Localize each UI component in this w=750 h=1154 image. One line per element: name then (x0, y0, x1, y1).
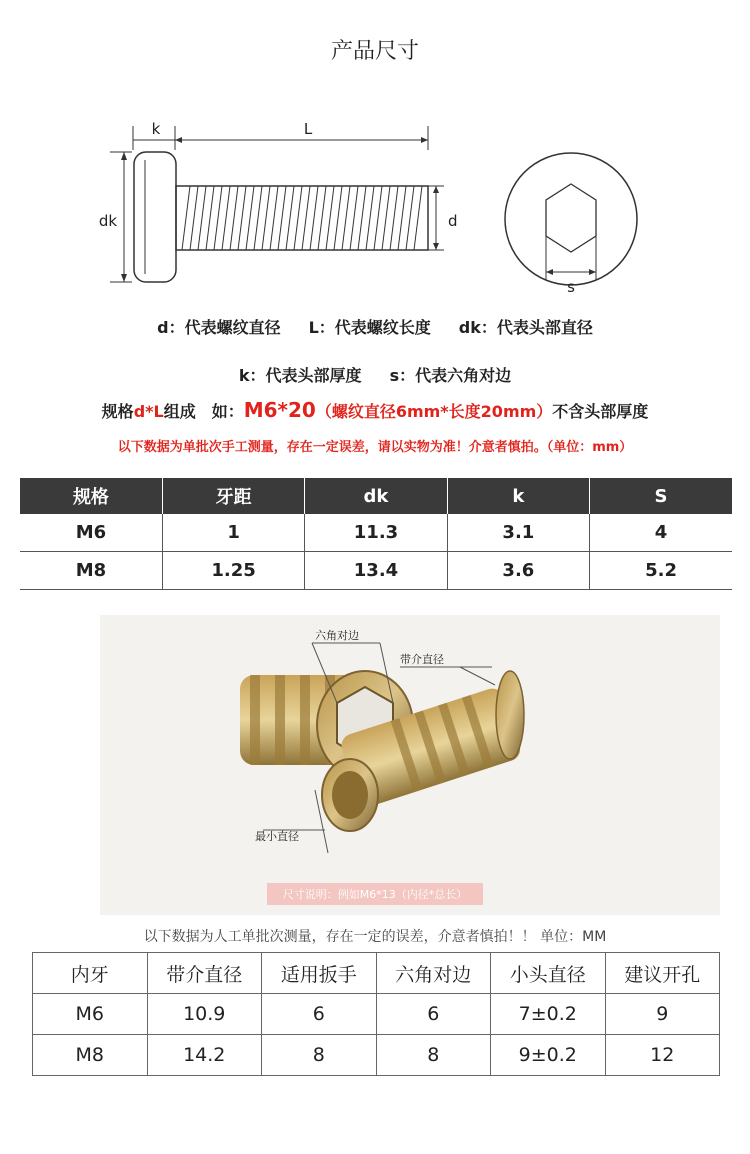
column-header: S (590, 478, 732, 514)
column-header: 牙距 (162, 478, 304, 514)
table-cell: 3.6 (447, 552, 589, 590)
table-cell: 10.9 (147, 994, 262, 1035)
column-header: 小头直径 (491, 953, 606, 994)
table-cell: M6 (33, 994, 148, 1035)
example-formula: d*L (133, 402, 164, 421)
label-s: s (567, 278, 575, 296)
legend-L: L：代表螺纹长度 (308, 318, 431, 337)
spec-example (0, 398, 750, 422)
spec-table (20, 478, 732, 590)
table-header-row (33, 953, 720, 994)
column-header: 建议开孔 (605, 953, 720, 994)
table-row (20, 552, 732, 590)
legend-k: k：代表头部厚度 (238, 366, 362, 385)
table-cell: 11.3 (305, 514, 447, 552)
example-value: M6*20 (243, 398, 316, 422)
label-d: d (448, 212, 458, 230)
column-header: 带介直径 (147, 953, 262, 994)
example-suffix: 不含头部厚度 (552, 402, 649, 421)
caption-text: 尺寸说明：例如M6*13（内径*总长） (267, 883, 484, 905)
label-hex-across-flats: 六角对边 (315, 629, 359, 642)
column-header: dk (305, 478, 447, 514)
table-header-row (20, 478, 732, 514)
example-detail: （螺纹直径6mm*长度20mm） (315, 402, 553, 421)
insert-nut-photo (100, 615, 720, 915)
table-cell: M8 (33, 1035, 148, 1076)
table-cell: 8 (376, 1035, 491, 1076)
table-cell: 9 (605, 994, 720, 1035)
label-flange-diameter: 带介直径 (400, 653, 444, 666)
table-cell: M6 (20, 514, 162, 552)
table-cell: 1.25 (162, 552, 304, 590)
table-cell: 6 (262, 994, 377, 1035)
insert-nut-illustration (100, 615, 720, 875)
table-cell: 1 (162, 514, 304, 552)
table-cell: 7±0.2 (491, 994, 606, 1035)
photo-caption (0, 883, 750, 905)
legend-d: d：代表螺纹直径 (157, 318, 281, 337)
table-cell: 8 (262, 1035, 377, 1076)
table-cell: 4 (590, 514, 732, 552)
table-row (33, 1035, 720, 1076)
label-k: k (151, 120, 161, 138)
table-row (33, 994, 720, 1035)
measurement-notice: 以下数据为单批次手工测量，存在一定误差，请以实物为准！介意者慎拍。（单位：mm） (117, 440, 633, 455)
column-header: 内牙 (33, 953, 148, 994)
table-cell: 9±0.2 (491, 1035, 606, 1076)
example-prefix: 规格 (101, 402, 134, 421)
label-min-diameter: 最小直径 (255, 830, 299, 843)
table-cell: 14.2 (147, 1035, 262, 1076)
legend-line-2 (0, 363, 750, 386)
bolt-dimension-diagram (0, 100, 750, 300)
column-header: 适用扳手 (262, 953, 377, 994)
example-mid: 组成 如： (163, 402, 244, 421)
label-dk: dk (98, 212, 118, 230)
column-header: 规格 (20, 478, 162, 514)
measurement-notice-2: 以下数据为人工单批次测量，存在一定的误差，介意者慎拍！！ 单位：MM (143, 929, 607, 945)
column-header: 六角对边 (376, 953, 491, 994)
column-header: k (447, 478, 589, 514)
insert-table (32, 952, 720, 1076)
legend-dk: dk：代表头部直径 (458, 318, 593, 337)
label-L: L (303, 120, 313, 138)
table-cell: 13.4 (305, 552, 447, 590)
table-cell: M8 (20, 552, 162, 590)
table-cell: 5.2 (590, 552, 732, 590)
page-title: 产品尺寸 (330, 39, 419, 64)
legend-s: s：代表六角对边 (389, 366, 512, 385)
table-row (20, 514, 732, 552)
table-cell: 3.1 (447, 514, 589, 552)
table-cell: 6 (376, 994, 491, 1035)
table-cell: 12 (605, 1035, 720, 1076)
legend-line-1 (0, 315, 750, 338)
